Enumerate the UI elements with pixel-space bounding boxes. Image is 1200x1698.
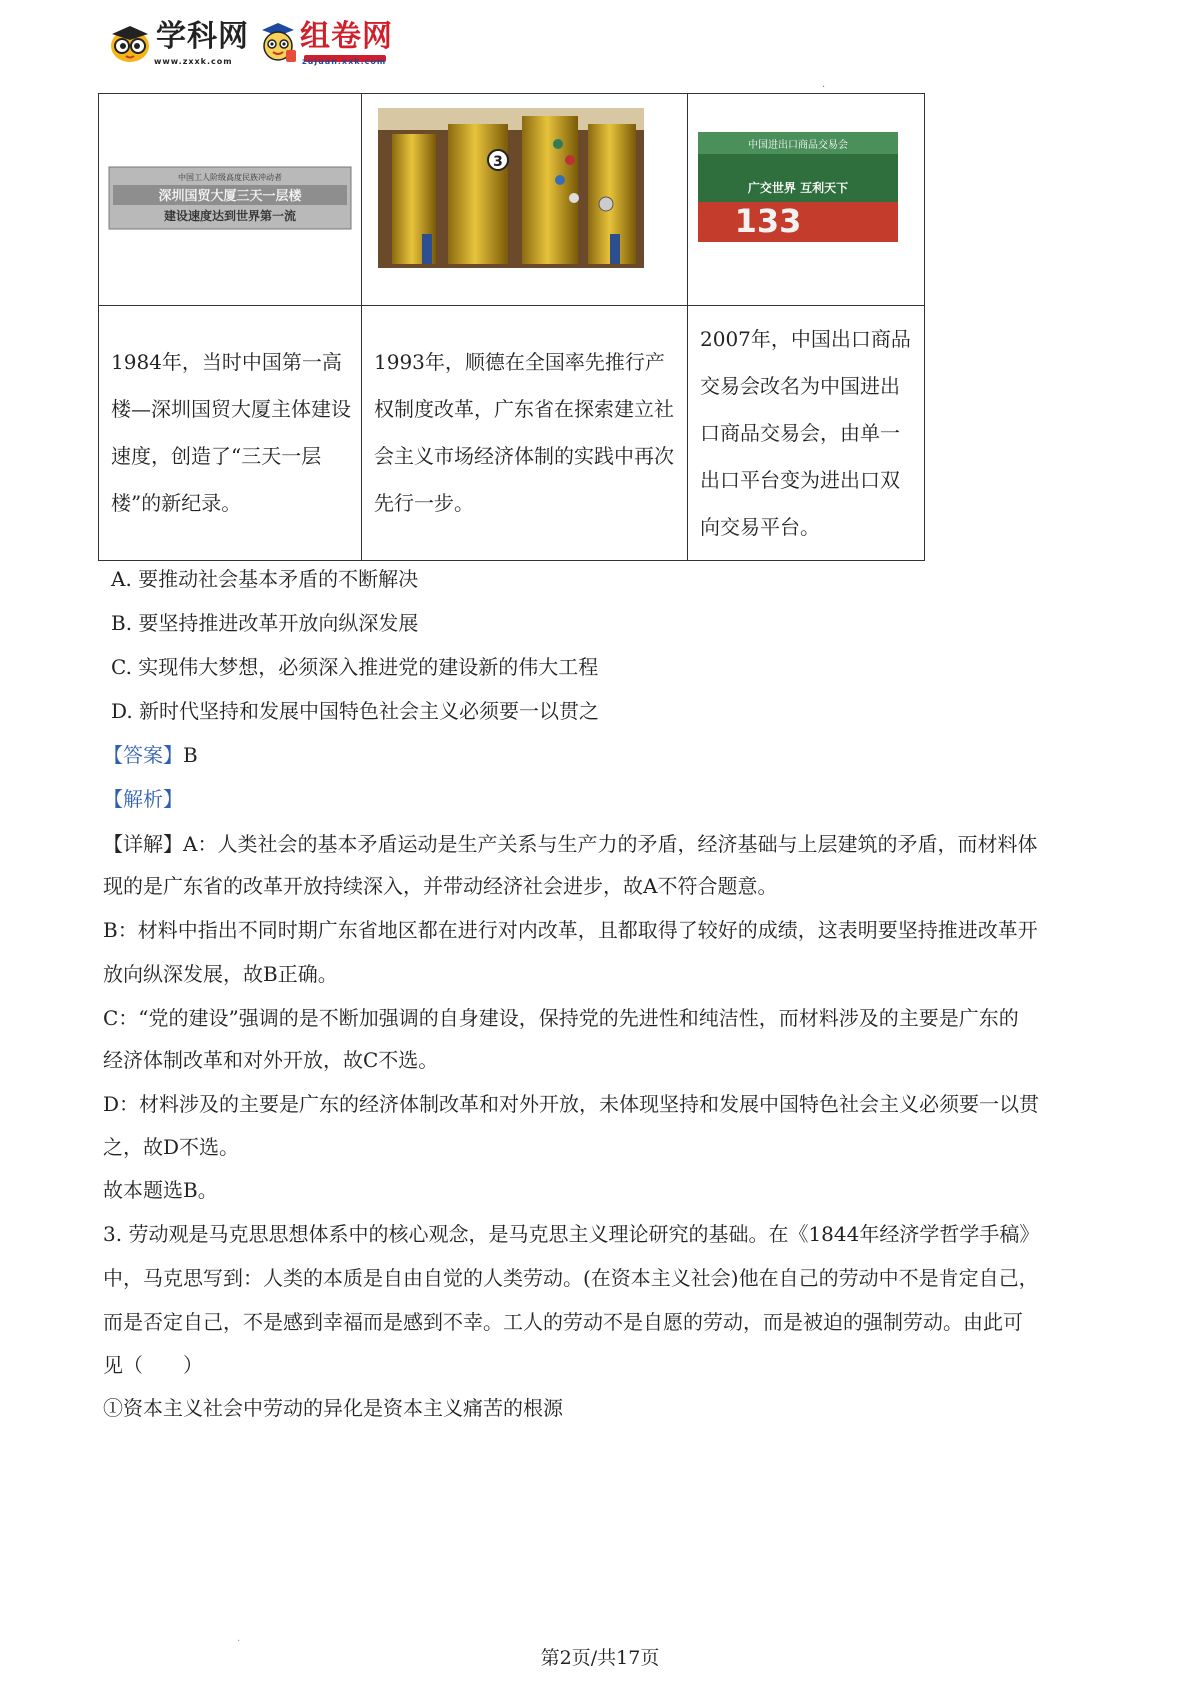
analysis-label: 【解析】 <box>103 787 183 811</box>
decorative-dot: · <box>237 1636 241 1647</box>
question-3-line: 见（ ） <box>103 1353 203 1377</box>
detail-line: 之，故D不选。 <box>103 1135 240 1159</box>
zujuan-logo[interactable] <box>256 20 393 70</box>
question-3-item-1: ①资本主义社会中劳动的异化是资本主义痛苦的根源 <box>103 1396 563 1420</box>
option-d: D. 新时代坚持和发展中国特色社会主义必须要一以贯之 <box>111 699 600 723</box>
page-footer: 第2页/共17页 <box>540 1647 660 1669</box>
image-cell-2 <box>362 94 688 306</box>
zxxk-logo-text: 学科网 <box>156 19 249 54</box>
tank-number: 3 <box>493 154 503 170</box>
question-3-line: 3. 劳动观是马克思思想体系中的核心观念，是马克思主义理论研究的基础。在《1844年经济学哲学手稿》 <box>103 1222 1040 1246</box>
detail-line: 经济体制改革和对外开放，故C不选。 <box>103 1048 439 1072</box>
answer-line <box>103 739 198 768</box>
slogan-line-1: 中国工人阶级高度民族冲动者 <box>178 173 282 182</box>
material-text-1: 1984年，当时中国第一高楼—深圳国贸大厦主体建设速度，创造了“三天一层楼”的新纪录。 <box>99 306 362 561</box>
zujuan-logo-text: 组卷网 <box>300 19 393 54</box>
material-text-3: 2007年，中国出口商品交易会改名为中国进出口商品交易会，由单一出口平台变为进出口双向交易平台。 <box>688 306 925 561</box>
detail-line: B：材料中指出不同时期广东省地区都在进行对内改革，且都取得了较好的成绩，这表明要坚持推进改革开 <box>103 918 1038 942</box>
question-3-line: 而是否定自己，不是感到幸福而是感到不幸。工人的劳动不是自愿的劳动，而是被迫的强制劳动。由此可 <box>103 1310 1023 1334</box>
decorative-dot: · <box>822 82 826 93</box>
material-text-2: 1993年，顺德在全国率先推行产权制度改革，广东省在探索建立社会主义市场经济体制的实践中再次先行一步。 <box>362 306 688 561</box>
option-c: C. 实现伟大梦想，必须深入推进党的建设新的伟大工程 <box>111 655 599 679</box>
factory-photo <box>362 94 687 301</box>
owl-mascot-icon <box>108 20 152 64</box>
option-b: B. 要坚持推进改革开放向纵深发展 <box>111 611 419 635</box>
image-cell-1 <box>99 94 362 306</box>
fair-slogan: 广交世界 互利天下 <box>747 181 849 195</box>
slogan-line-3: 建设速度达到世界第一流 <box>163 209 297 223</box>
shenzhen-slogan-photo <box>99 94 361 301</box>
detail-line: 【详解】A：人类社会的基本矛盾运动是生产关系与生产力的矛盾，经济基础与上层建筑的矛盾，而材料体 <box>103 832 1038 856</box>
slogan-line-2: 深圳国贸大厦三天一层楼 <box>158 189 302 204</box>
zxxk-logo-url: www.zxxk.com <box>154 57 233 66</box>
option-a: A. 要推动社会基本矛盾的不断解决 <box>111 567 419 591</box>
zxxk-logo[interactable] <box>108 20 249 70</box>
detail-line: 放向纵深发展，故B正确。 <box>103 962 338 986</box>
question-3-line: 中，马克思写到：人类的本质是自由自觉的人类劳动。(在资本主义社会)他在自己的劳动中不是肯定自己， <box>103 1266 1039 1290</box>
detail-line: 故本题选B。 <box>103 1178 218 1202</box>
fair-sign-top: 中国进出口商品交易会 <box>748 140 848 151</box>
site-header <box>108 20 408 70</box>
canton-fair-photo <box>688 94 924 301</box>
detail-line: C：“党的建设”强调的是不断加强调的自身建设，保持党的先进性和纯洁性，而材料涉及的主要是广东的 <box>103 1006 1019 1030</box>
detail-line: 现的是广东省的改革开放持续深入，并带动经济社会进步，故A不符合题意。 <box>103 874 778 898</box>
detail-line: D：材料涉及的主要是广东的经济体制改革和对外开放，未体现坚持和发展中国特色社会主义必须要一以贯 <box>103 1092 1040 1116</box>
zujuan-logo-url: zujuan.xxk.com <box>302 57 387 66</box>
answer-label: 【答案】 <box>103 743 183 767</box>
answer-value: B <box>183 743 198 767</box>
student-mascot-icon <box>256 20 300 66</box>
material-table <box>98 93 925 561</box>
fair-number: 133 <box>734 202 802 240</box>
image-cell-3 <box>688 94 925 306</box>
